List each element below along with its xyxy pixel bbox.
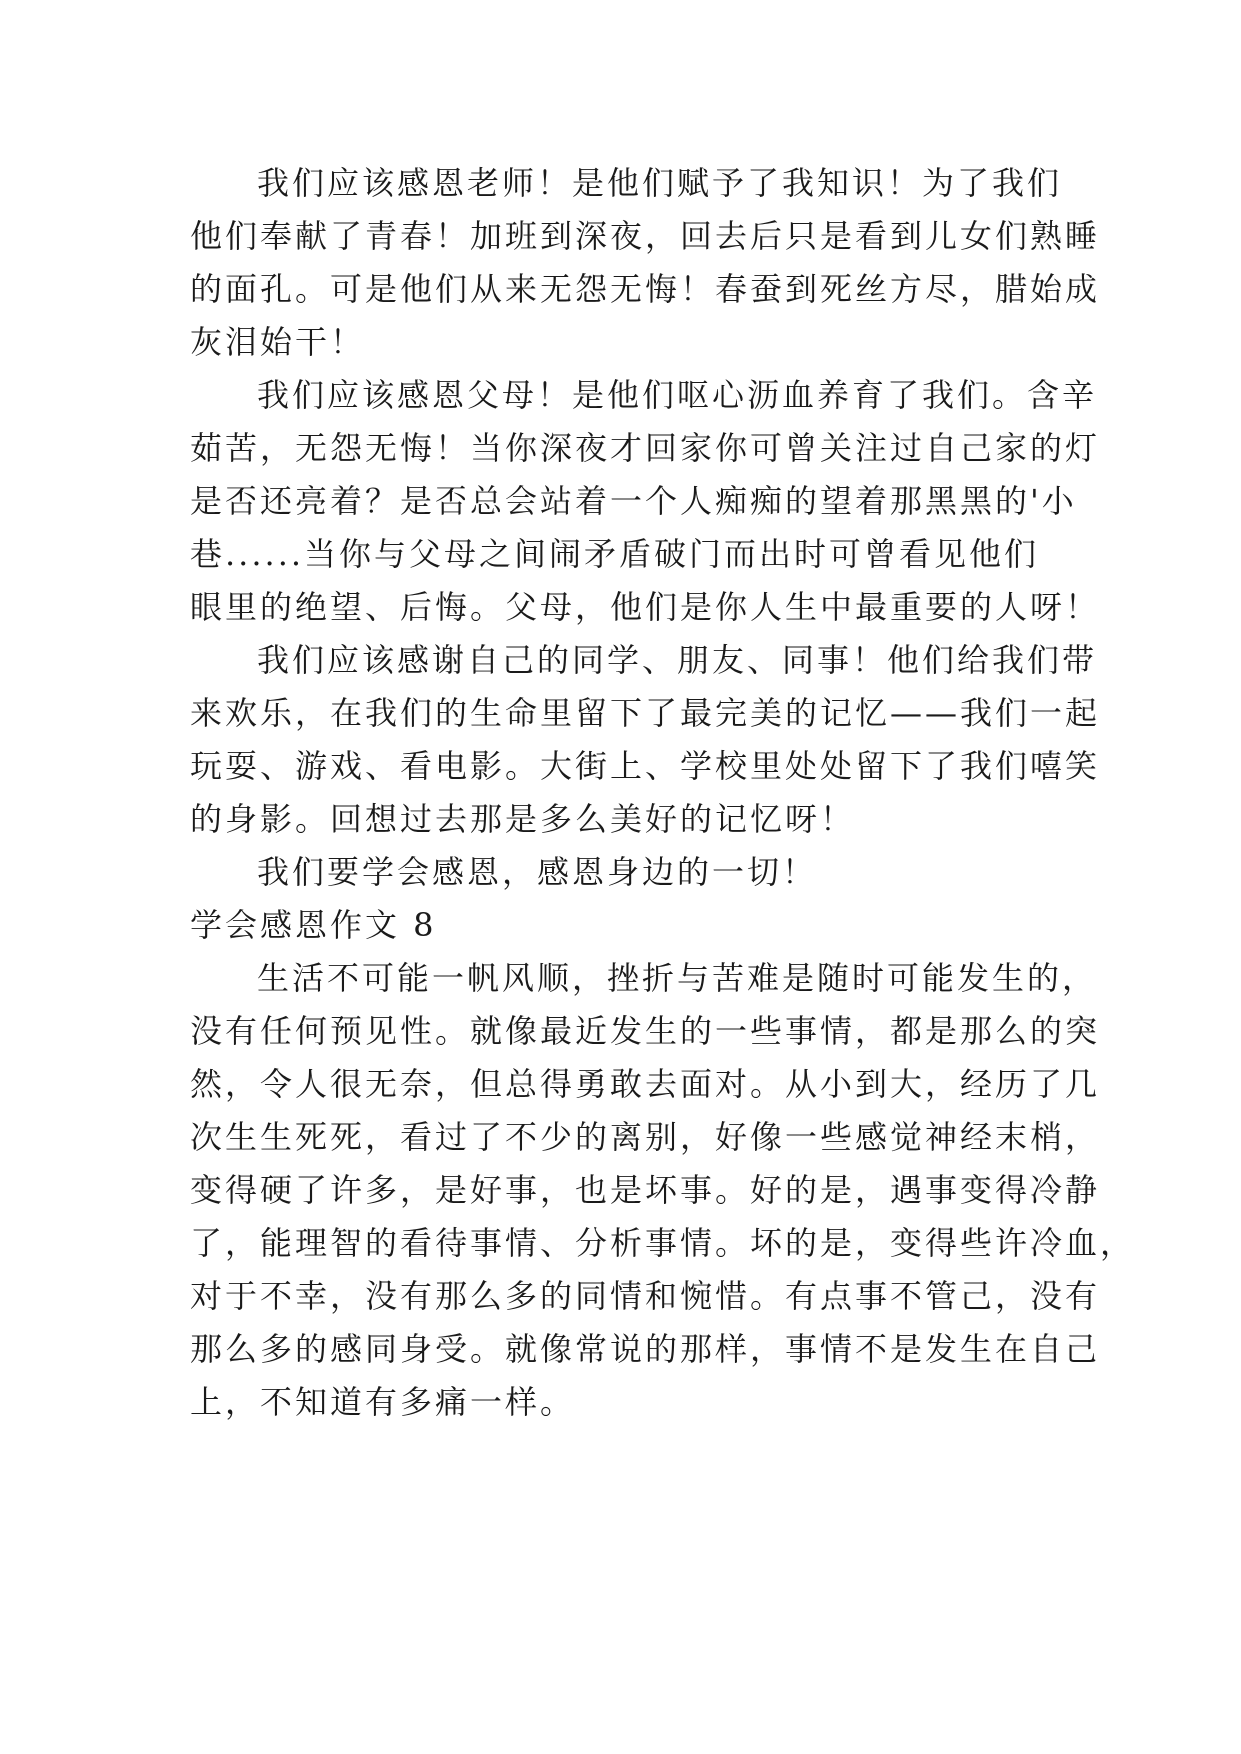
paragraph-line: 对于不幸，没有那么多的同情和惋惜。有点事不管己，没有 <box>190 1277 1101 1315</box>
paragraph-line: 次生生死死，看过了不少的离别，好像一些感觉神经末梢， <box>190 1118 1101 1156</box>
section-heading: 学会感恩作文 8 <box>190 906 437 944</box>
document-body <box>190 157 1136 1429</box>
paragraph-line: 上，不知道有多痛一样。 <box>190 1383 576 1421</box>
paragraph-line: 然，令人很无奈，但总得勇敢去面对。从小到大，经历了几 <box>190 1065 1101 1103</box>
paragraph-line: 生活不可能一帆风顺，挫折与苦难是随时可能发生的， <box>257 959 1098 997</box>
paragraph-line: 茹苦，无怨无悔！当你深夜才回家你可曾关注过自己家的灯 <box>190 429 1101 467</box>
paragraph-line: 来欢乐，在我们的生命里留下了最完美的记忆——我们一起 <box>190 694 1101 732</box>
paragraph-line: 巷......当你与父母之间闹矛盾破门而出时可曾看见他们 <box>190 535 1040 573</box>
paragraph-line: 灰泪始干！ <box>190 323 366 361</box>
paragraph-line: 了，能理智的看待事情、分析事情。坏的是，变得些许冷血， <box>190 1224 1136 1262</box>
paragraph-line: 我们应该感谢自己的同学、朋友、同事！他们给我们带 <box>257 641 1098 679</box>
paragraph-line: 我们要学会感恩，感恩身边的一切！ <box>257 853 818 891</box>
paragraph-line: 的面孔。可是他们从来无怨无悔！春蚕到死丝方尽，腊始成 <box>190 270 1101 308</box>
paragraph-line: 他们奉献了青春！加班到深夜，回去后只是看到儿女们熟睡 <box>190 217 1101 255</box>
paragraph-line: 我们应该感恩老师！是他们赋予了我知识！为了我们 <box>257 164 1063 202</box>
paragraph-line: 没有任何预见性。就像最近发生的一些事情，都是那么的突 <box>190 1012 1101 1050</box>
paragraph-line: 的身影。回想过去那是多么美好的记忆呀！ <box>190 800 856 838</box>
paragraph-line: 我们应该感恩父母！是他们呕心沥血养育了我们。含辛 <box>257 376 1098 414</box>
paragraph-line: 那么多的感同身受。就像常说的那样，事情不是发生在自己 <box>190 1330 1101 1368</box>
paragraph-line: 玩耍、游戏、看电影。大街上、学校里处处留下了我们嘻笑 <box>190 747 1101 785</box>
paragraph-line: 眼里的绝望、后悔。父母，他们是你人生中最重要的人呀！ <box>190 588 1101 626</box>
paragraph-line: 变得硬了许多，是好事，也是坏事。好的是，遇事变得冷静 <box>190 1171 1101 1209</box>
paragraph-line: 是否还亮着？是否总会站着一个人痴痴的望着那黑黑的'小 <box>190 482 1077 520</box>
